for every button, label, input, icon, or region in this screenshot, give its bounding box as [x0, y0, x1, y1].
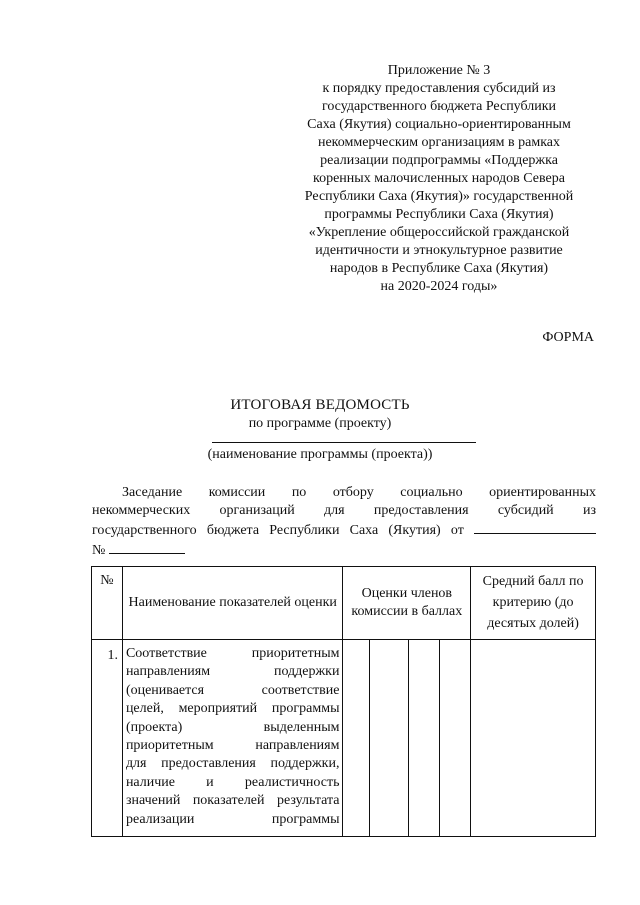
number-blank	[109, 540, 185, 554]
appendix-line: к порядку предоставления субсидий из	[322, 81, 556, 96]
average-score-cell[interactable]	[471, 640, 596, 837]
row-text-line: наличие и реалистичность	[125, 774, 340, 790]
document-subtitle: по программе (проекту)	[248, 416, 392, 431]
appendix-block	[290, 62, 588, 296]
program-name-caption: (наименование программы (проекта))	[207, 447, 433, 462]
table-row	[92, 640, 596, 837]
meeting-paragraph	[92, 484, 596, 560]
appendix-line: Республики Саха (Якутия)» государственной	[304, 189, 574, 204]
date-blank	[474, 520, 596, 534]
score-cell[interactable]	[370, 640, 409, 837]
row-text-line: направлениям поддержки	[125, 664, 340, 680]
appendix-line: Саха (Якутия) социально-ориентированным	[307, 117, 571, 132]
score-cell[interactable]	[440, 640, 471, 837]
appendix-line: реализации подпрограммы «Поддержка	[320, 153, 558, 168]
header-average-score: Средний балл по критерию (до десятых долей)	[471, 567, 596, 640]
row-text-line: (оценивается соответствие	[125, 682, 340, 698]
paragraph-line	[92, 520, 596, 540]
paragraph-line: Заседание комиссии по отбору социально ориентированных	[122, 485, 596, 500]
row-text-line: приоритетным направлениям	[125, 738, 340, 754]
appendix-line: некоммерческим организациям в рамках	[317, 135, 561, 150]
paragraph-line	[92, 540, 596, 560]
appendix-line: государственного бюджета Республики	[321, 99, 557, 114]
row-text-line: реализации программы	[125, 811, 340, 827]
appendix-line: «Укрепление общероссийской гражданской	[308, 225, 570, 240]
date-prefix: государственного бюджета Республики Саха (Якутия) от	[92, 523, 464, 538]
table-header-row	[92, 567, 596, 640]
document-title: ИТОГОВАЯ ВЕДОМОСТЬ	[230, 397, 410, 413]
score-cell[interactable]	[409, 640, 440, 837]
header-indicator-name: Наименование показателей оценки	[122, 567, 343, 640]
scores-table	[91, 566, 596, 837]
number-prefix: №	[92, 543, 106, 558]
row-text-line: для предоставления поддержки,	[125, 756, 340, 772]
header-member-scores: Оценки членов комиссии в баллах	[343, 567, 471, 640]
row-number: 1.	[92, 640, 123, 837]
appendix-line: на 2020-2024 годы»	[380, 279, 498, 294]
header-num: №	[92, 567, 123, 640]
appendix-line: идентичности и этнокультурное развитие	[315, 243, 563, 258]
appendix-line: коренных малочисленных народов Севера	[313, 171, 565, 186]
row-text-line: значений показателей результата	[125, 793, 340, 809]
program-name-blank-line	[212, 442, 476, 443]
row-text-line: целей, мероприятий программы	[125, 701, 340, 717]
row-indicator-text	[122, 640, 343, 837]
row-text-line: Соответствие приоритетным	[125, 646, 340, 661]
paragraph-line: некоммерческих организаций для предоставления субсидий из	[92, 503, 596, 518]
row-text-line: (проекта) выделенным	[125, 719, 340, 735]
appendix-line: программы Республики Саха (Якутия)	[324, 207, 554, 222]
appendix-line: Приложение № 3	[387, 63, 491, 78]
form-label: ФОРМА	[542, 330, 594, 345]
appendix-line: народов в Республике Саха (Якутия)	[329, 261, 549, 276]
score-cell[interactable]	[343, 640, 370, 837]
